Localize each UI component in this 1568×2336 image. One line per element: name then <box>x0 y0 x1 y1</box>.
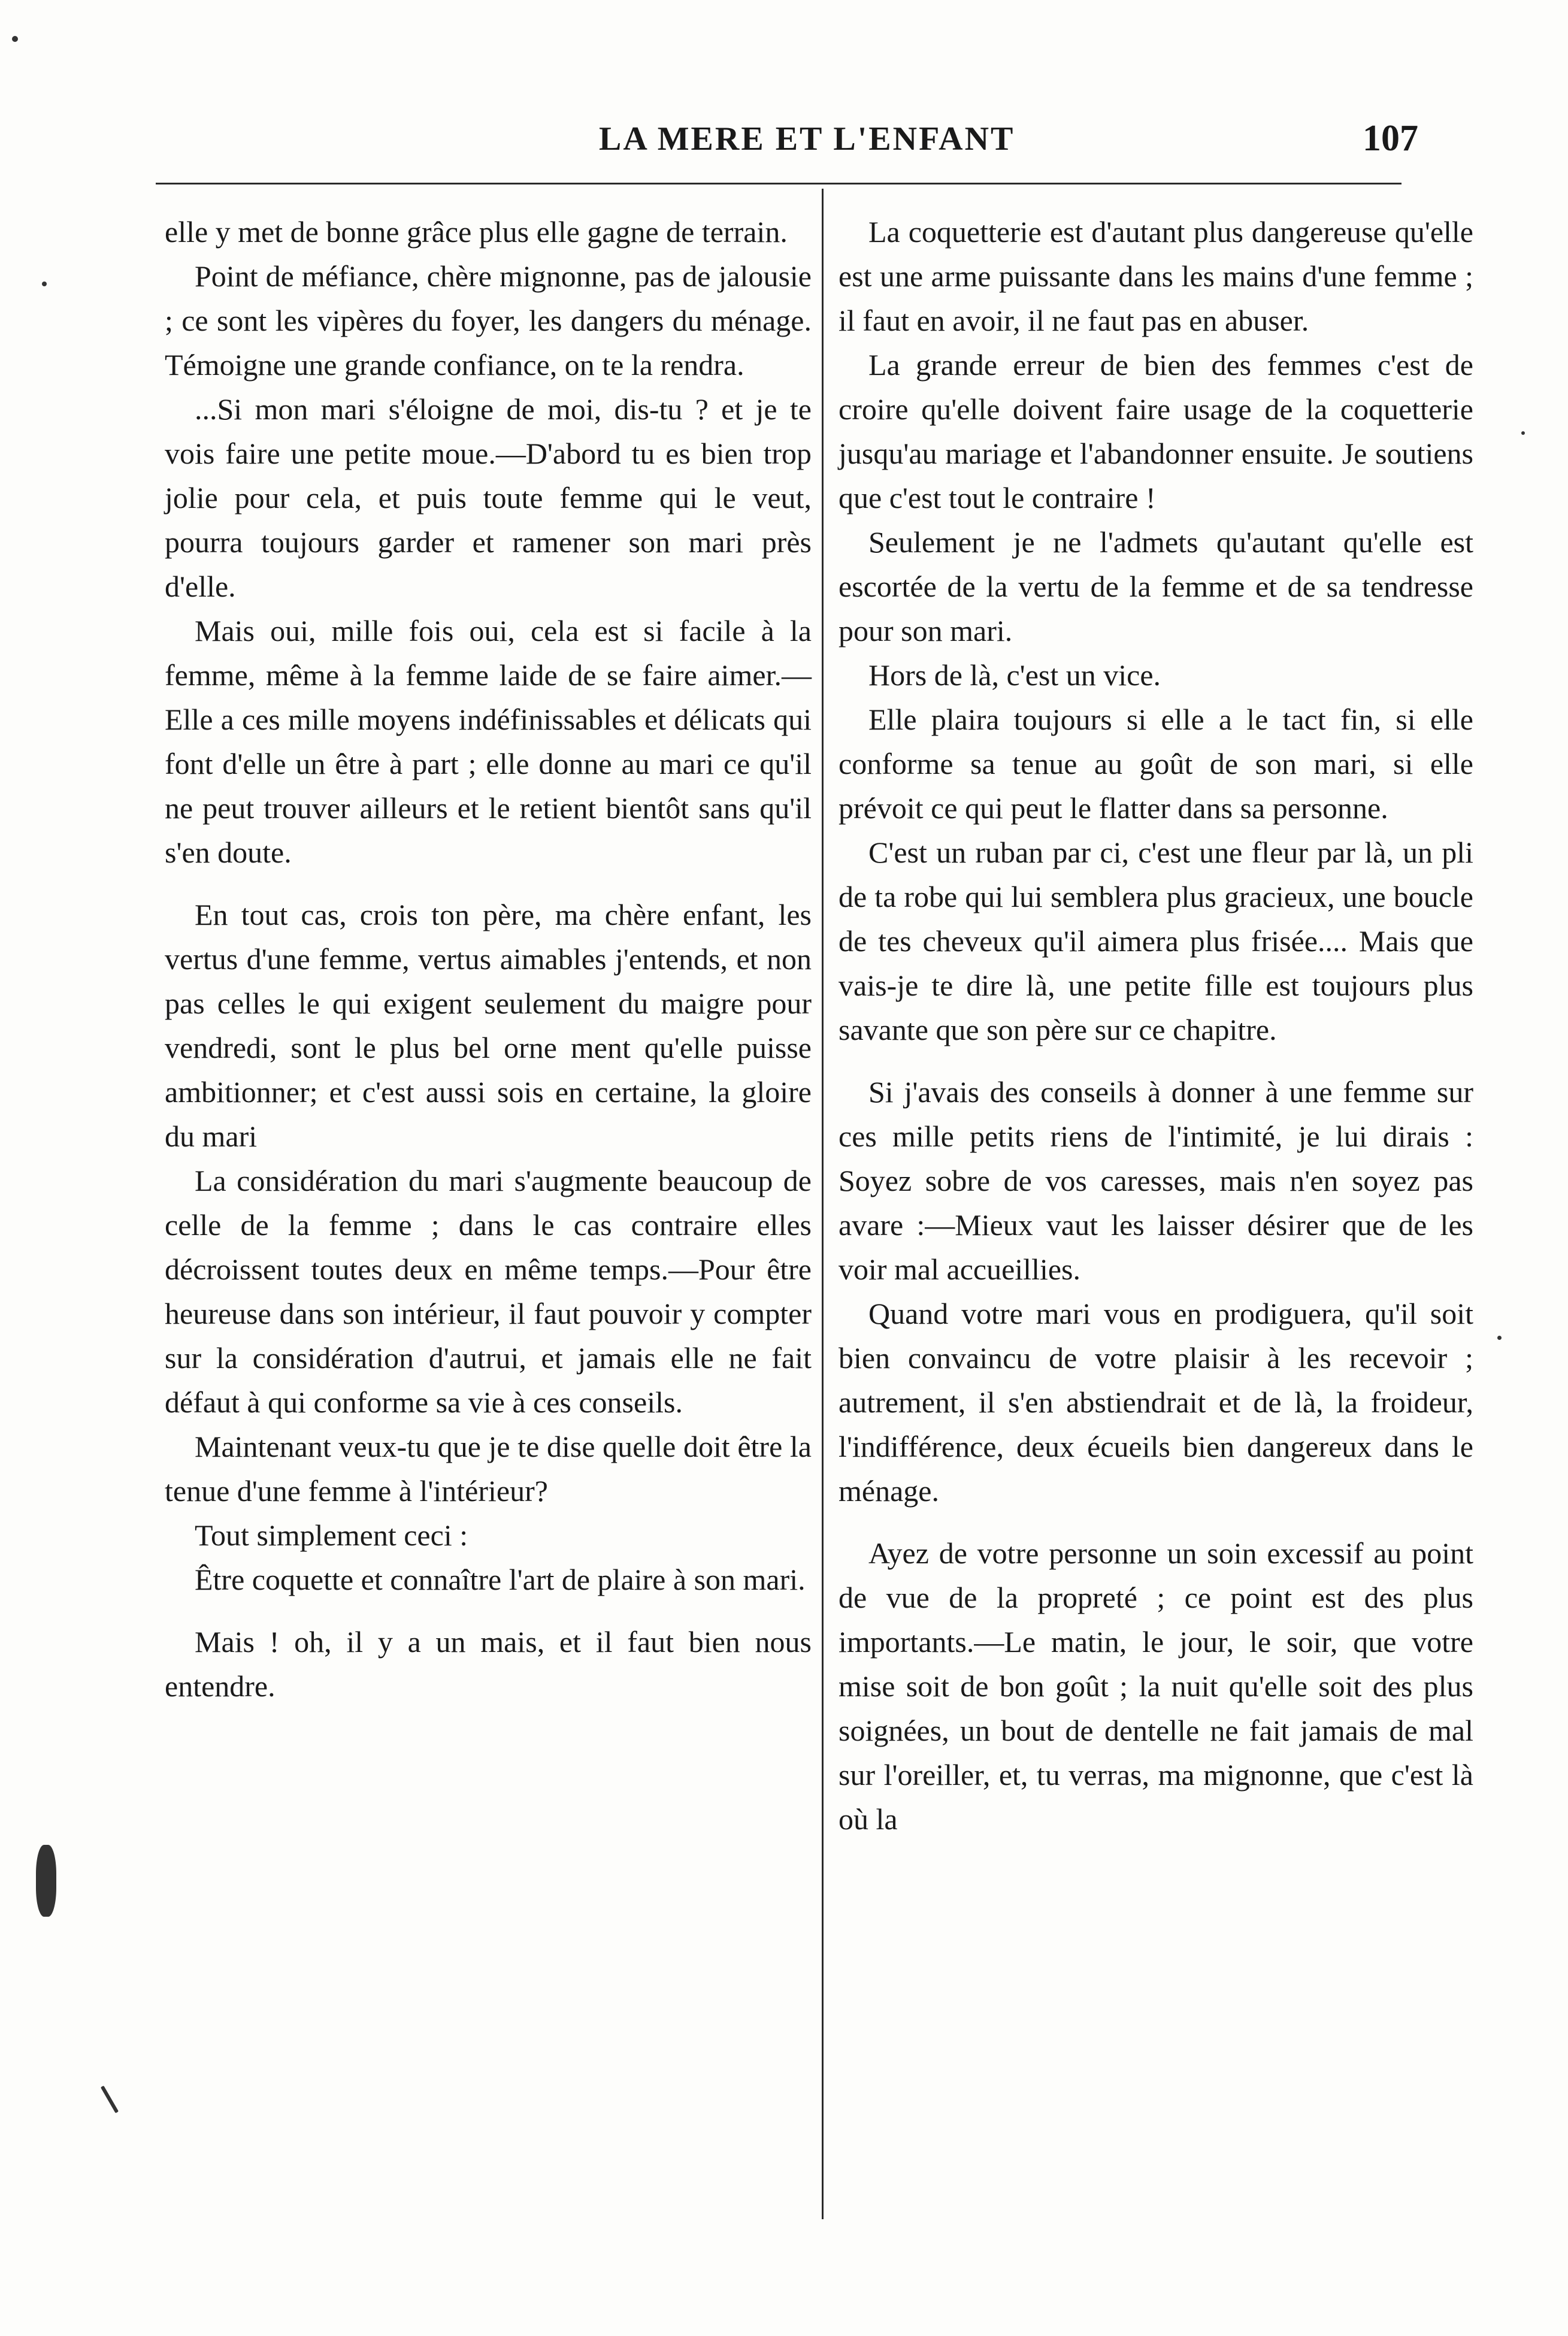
paragraph: Être coquette et connaître l'art de plaire à son mari. <box>195 1563 806 1596</box>
paragraph: Elle plaira toujours si elle a le tact fin, si elle conforme sa tenue au goût de son mari, si elle prévoit ce qui peut le flatter dans sa personne. <box>839 703 1473 825</box>
right-column <box>839 210 1473 1841</box>
paragraph: Maintenant veux-tu que je te dise quelle doit être la tenue d'une femme à l'intérieur? <box>165 1430 812 1508</box>
paragraph: Ayez de votre personne un soin excessif au point de vue de la propreté ; ce point est des plus importants.—Le matin, le jour, le soir, que votre mise soit de bon goût ; la nuit qu'elle soit des plus soignées, un bout de dentelle ne fait jamais de mal sur l'oreiller, et, tu verras, ma mignonne, que c'est là où la <box>839 1536 1473 1836</box>
paragraph: La grande erreur de bien des femmes c'est de croire qu'elle doivent faire usage de la coquetterie jusqu'au mariage et l'abandonner ensuite. Je soutiens que c'est tout le contraire ! <box>839 348 1473 515</box>
paragraph: ...Si mon mari s'éloigne de moi, dis-tu ? et je te vois faire une petite moue.—D'abord tu es bien trop jolie pour cela, et puis toute femme qui le veut, pourra toujours garder et ramener son mari près d'elle. <box>165 392 812 603</box>
running-head <box>0 120 1568 168</box>
paragraph: Mais oui, mille fois oui, cela est si facile à la femme, même à la femme laide de se faire aimer.—Elle a ces mille moyens indéfinissables et délicats qui font d'elle un être à part ; elle donne au mari ce qu'il ne peut trouver ailleurs et le retient bientôt sans qu'il s'en doute. <box>165 614 812 869</box>
paragraph: La coquetterie est d'autant plus dangereuse qu'elle est une arme puissante dans les mains d'une femme ; il faut en avoir, il ne faut pas en abuser. <box>839 215 1473 337</box>
running-title: LA MERE ET L'ENFANT <box>599 120 1015 158</box>
paragraph: Tout simplement ceci : <box>195 1518 468 1552</box>
paragraph: La considération du mari s'augmente beaucoup de celle de la femme ; dans le cas contraire elles décroissent toutes deux en même temps.—Pour être heureuse dans son intérieur, il faut pouvoir y compter sur la considération d'autrui, et jamais elle ne fait défaut à qui conforme sa vie à ces conseils. <box>165 1164 812 1419</box>
paragraph: Mais ! oh, il y a un mais, et il faut bien nous entendre. <box>165 1625 812 1703</box>
paragraph: En tout cas, crois ton père, ma chère enfant, les vertus d'une femme, vertus aimables j'entends, et non pas celles le qui exigent seulement du maigre pour vendredi, sont le plus bel orne ment qu'elle puisse ambitionner; et c'est aussi sois en certaine, la gloire du mari <box>165 898 812 1153</box>
scan-speck <box>12 36 18 42</box>
scan-speck <box>42 282 47 286</box>
paragraph: Seulement je ne l'admets qu'autant qu'elle est escortée de la vertu de la femme et de sa tendresse pour son mari. <box>839 525 1473 647</box>
column-divider <box>822 189 824 2219</box>
paragraph: Point de méfiance, chère mignonne, pas de jalousie ; ce sont les vipères du foyer, les dangers du ménage. Témoigne une grande confiance, on te la rendra. <box>165 259 812 382</box>
ink-blot <box>36 1845 56 1917</box>
paragraph: C'est un ruban par ci, c'est une fleur par là, un pli de ta robe qui lui semblera plus gracieux, une boucle de tes cheveux qu'il aimera plus frisée.... Mais que vais-je te dire là, une petite fille est toujours plus savante que son père sur ce chapitre. <box>839 836 1473 1046</box>
paragraph: elle y met de bonne grâce plus elle gagne de terrain. <box>165 215 788 249</box>
page-number: 107 <box>1363 118 1418 159</box>
paragraph: Si j'avais des conseils à donner à une femme sur ces mille petits riens de l'intimité, je lui dirais : Soyez sobre de vos caresses, mais n'en soyez pas avare :—Mieux vaut les laisser désirer que de les voir mal accueillies. <box>839 1075 1473 1286</box>
header-rule <box>156 183 1401 184</box>
paragraph: Hors de là, c'est un vice. <box>868 658 1161 692</box>
scan-mark <box>101 2086 119 2113</box>
scan-speck <box>1521 431 1525 435</box>
left-column <box>165 210 812 1708</box>
paragraph: Quand votre mari vous en prodiguera, qu'il soit bien convaincu de votre plaisir à les recevoir ; autrement, il s'en abstiendrait et de là, la froideur, l'indifférence, deux écueils bien dangereux dans le ménage. <box>839 1297 1473 1508</box>
scan-speck <box>1497 1336 1502 1340</box>
